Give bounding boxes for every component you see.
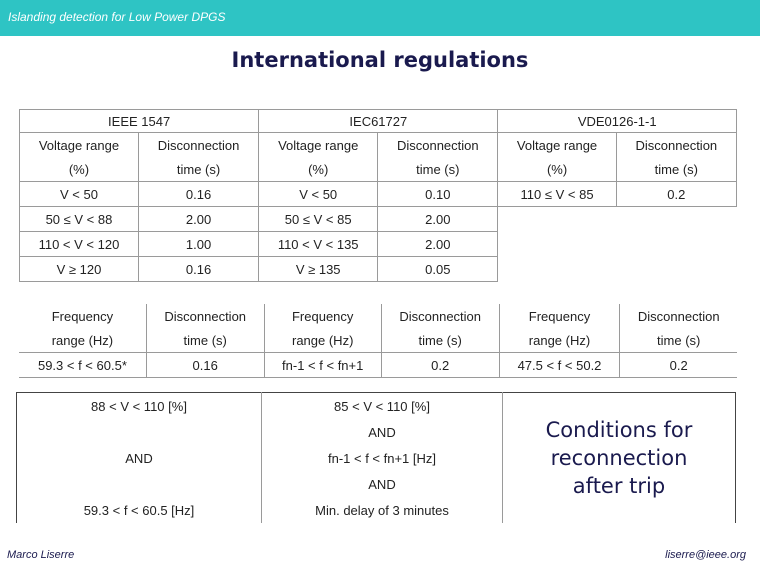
reconnection-condition: 59.3 < f < 60.5 [Hz] [17,497,262,523]
column-header-unit: range (Hz) [19,328,146,353]
column-header-unit: time (s) [616,157,736,182]
table-cell: 110 < V < 120 [20,232,139,257]
table-cell: 0.2 [381,353,499,378]
column-header: Disconnection [146,304,264,328]
reconnection-condition: fn-1 < f < fn+1 [Hz] [262,445,503,471]
column-header-unit: range (Hz) [264,328,381,353]
column-header-unit: time (s) [620,328,737,353]
reconnection-condition: Min. delay of 3 minutes [262,497,503,523]
column-header: Disconnection [138,133,258,158]
reconnection-table [16,392,736,523]
column-header: Disconnection [616,133,736,158]
table-cell: 0.10 [378,182,498,207]
column-header: Frequency [499,304,620,328]
footer-email: liserre@ieee.org [665,549,746,561]
reconnection-label-line: reconnection [550,446,688,470]
table-cell: 0.16 [138,182,258,207]
table-cell: 0.2 [616,182,736,207]
table-cell: V ≥ 120 [20,257,139,282]
voltage-regulation-table [19,109,737,282]
column-header-unit: (%) [259,157,378,182]
table-cell: V ≥ 135 [259,257,378,282]
standard-header: IEEE 1547 [20,110,259,133]
table-cell: V < 50 [259,182,378,207]
column-header: Disconnection [620,304,737,328]
table-cell: fn-1 < f < fn+1 [264,353,381,378]
column-header: Voltage range [259,133,378,158]
table-cell: 0.16 [146,353,264,378]
reconnection-condition: 88 < V < 110 [%] [17,393,262,420]
table-row [20,182,737,207]
reconnection-label [503,393,736,524]
column-header-unit: time (s) [381,328,499,353]
table-row [19,353,737,378]
column-header: Disconnection [378,133,498,158]
standard-header: VDE0126-1-1 [498,110,737,133]
column-header-unit: (%) [20,157,139,182]
frequency-regulation-table [19,304,737,378]
table-cell: V < 50 [20,182,139,207]
table-cell: 0.2 [620,353,737,378]
column-header: Voltage range [20,133,139,158]
table-cell: 50 ≤ V < 85 [259,207,378,232]
slide-title: International regulations [231,48,529,72]
standard-header: IEC61727 [259,110,498,133]
column-header-unit: time (s) [138,157,258,182]
reconnection-label-line: after trip [572,474,666,498]
table-cell: 1.00 [138,232,258,257]
column-header-unit: time (s) [146,328,264,353]
table-cell: 0.05 [378,257,498,282]
table-cell: 2.00 [378,207,498,232]
column-header-unit: range (Hz) [499,328,620,353]
table-row [20,207,737,232]
reconnection-condition: 85 < V < 110 [%] [262,393,503,420]
table-cell: 2.00 [138,207,258,232]
table-cell: 50 ≤ V < 88 [20,207,139,232]
table-cell: 110 < V < 135 [259,232,378,257]
reconnection-condition: AND [262,419,503,445]
table-cell: 110 ≤ V < 85 [498,182,616,207]
table-cell: 0.16 [138,257,258,282]
footer-author: Marco Liserre [7,549,75,561]
table-cell: 2.00 [378,232,498,257]
header-title: Islanding detection for Low Power DPGS [8,10,226,24]
empty-cell [498,207,737,282]
table-cell: 59.3 < f < 60.5* [19,353,146,378]
column-header-unit: time (s) [378,157,498,182]
table-cell: 47.5 < f < 50.2 [499,353,620,378]
column-header: Frequency [264,304,381,328]
column-header-unit: (%) [498,157,616,182]
column-header: Frequency [51,308,114,324]
column-header: Disconnection [381,304,499,328]
column-header: Voltage range [498,133,616,158]
reconnection-label-line: Conditions for [545,418,693,442]
reconnection-condition: AND [17,419,262,497]
header-bar [0,0,760,36]
reconnection-condition: AND [262,471,503,497]
